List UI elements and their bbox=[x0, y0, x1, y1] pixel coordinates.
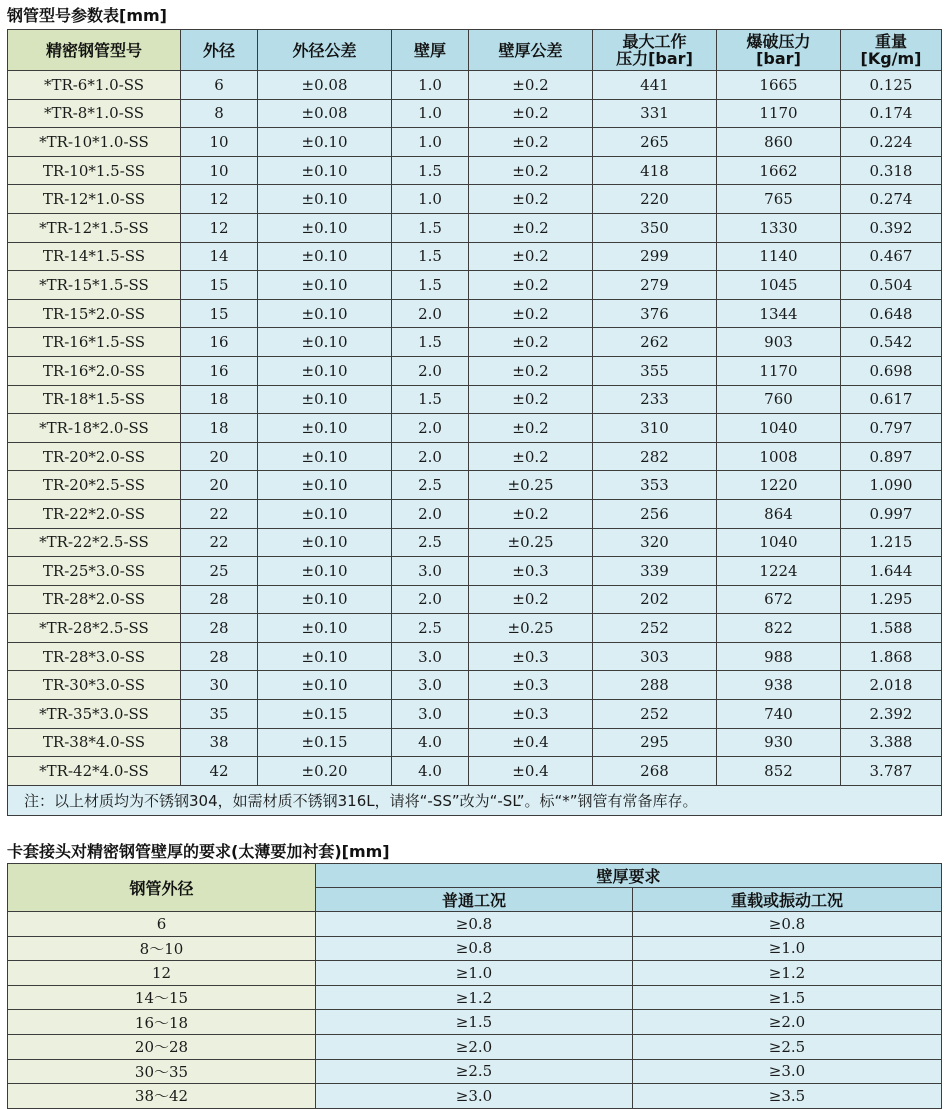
tube-od-cell: 14～15 bbox=[8, 985, 316, 1010]
burst-pressure-cell: 760 bbox=[717, 385, 841, 414]
od-tolerance-cell: ±0.10 bbox=[258, 242, 392, 271]
header-heavy-vibration-condition: 重载或振动工况 bbox=[633, 888, 942, 912]
heavy-condition-cell: ≥0.8 bbox=[633, 912, 942, 937]
model-cell: TR-38*4.0-SS bbox=[8, 728, 181, 757]
table2-header-row-1 bbox=[8, 864, 942, 888]
model-cell: TR-30*3.0-SS bbox=[8, 671, 181, 700]
od-tolerance-cell: ±0.20 bbox=[258, 757, 392, 786]
wall-thickness-cell: 2.0 bbox=[392, 299, 469, 328]
wall-thickness-cell: 3.0 bbox=[392, 557, 469, 586]
heavy-condition-cell: ≥1.2 bbox=[633, 961, 942, 986]
model-cell: TR-20*2.5-SS bbox=[8, 471, 181, 500]
max-pressure-cell: 295 bbox=[593, 728, 717, 757]
od-tolerance-cell: ±0.10 bbox=[258, 185, 392, 214]
table-row bbox=[8, 961, 942, 986]
table-row bbox=[8, 71, 942, 100]
max-pressure-cell: 310 bbox=[593, 414, 717, 443]
weight-cell: 0.318 bbox=[841, 156, 942, 185]
wall-thickness-cell: 1.0 bbox=[392, 99, 469, 128]
od-tolerance-cell: ±0.08 bbox=[258, 71, 392, 100]
max-pressure-cell: 252 bbox=[593, 614, 717, 643]
model-cell: *TR-42*4.0-SS bbox=[8, 757, 181, 786]
burst-pressure-cell: 1344 bbox=[717, 299, 841, 328]
outer-diameter-cell: 28 bbox=[181, 614, 258, 643]
table-row bbox=[8, 557, 942, 586]
burst-pressure-cell: 852 bbox=[717, 757, 841, 786]
table-row bbox=[8, 728, 942, 757]
model-cell: *TR-10*1.0-SS bbox=[8, 128, 181, 157]
outer-diameter-cell: 22 bbox=[181, 528, 258, 557]
burst-pressure-cell: 860 bbox=[717, 128, 841, 157]
wall-thickness-cell: 1.5 bbox=[392, 328, 469, 357]
wall-thickness-cell: 1.0 bbox=[392, 128, 469, 157]
outer-diameter-cell: 10 bbox=[181, 156, 258, 185]
wall-tolerance-cell: ±0.3 bbox=[469, 671, 593, 700]
od-tolerance-cell: ±0.10 bbox=[258, 642, 392, 671]
model-cell: *TR-12*1.5-SS bbox=[8, 213, 181, 242]
outer-diameter-cell: 25 bbox=[181, 557, 258, 586]
weight-cell: 0.467 bbox=[841, 242, 942, 271]
weight-cell: 0.617 bbox=[841, 385, 942, 414]
burst-pressure-cell: 1170 bbox=[717, 356, 841, 385]
normal-condition-cell: ≥1.5 bbox=[316, 1010, 633, 1035]
burst-pressure-cell: 1140 bbox=[717, 242, 841, 271]
header-tube-od: 钢管外径 bbox=[8, 864, 316, 912]
max-pressure-cell: 220 bbox=[593, 185, 717, 214]
od-tolerance-cell: ±0.10 bbox=[258, 156, 392, 185]
header-wall-tolerance: 壁厚公差 bbox=[469, 30, 593, 71]
table-row bbox=[8, 642, 942, 671]
outer-diameter-cell: 18 bbox=[181, 385, 258, 414]
burst-pressure-cell: 1665 bbox=[717, 71, 841, 100]
weight-cell: 0.224 bbox=[841, 128, 942, 157]
outer-diameter-cell: 20 bbox=[181, 442, 258, 471]
model-cell: *TR-22*2.5-SS bbox=[8, 528, 181, 557]
outer-diameter-cell: 20 bbox=[181, 471, 258, 500]
outer-diameter-cell: 15 bbox=[181, 299, 258, 328]
header-normal-condition: 普通工况 bbox=[316, 888, 633, 912]
table-row bbox=[8, 471, 942, 500]
table-row bbox=[8, 242, 942, 271]
table-row bbox=[8, 1059, 942, 1084]
outer-diameter-cell: 42 bbox=[181, 757, 258, 786]
model-cell: TR-16*1.5-SS bbox=[8, 328, 181, 357]
outer-diameter-cell: 30 bbox=[181, 671, 258, 700]
burst-pressure-cell: 765 bbox=[717, 185, 841, 214]
max-pressure-cell: 256 bbox=[593, 499, 717, 528]
burst-pressure-cell: 822 bbox=[717, 614, 841, 643]
tube-od-cell: 6 bbox=[8, 912, 316, 937]
wall-thickness-cell: 2.5 bbox=[392, 528, 469, 557]
weight-cell: 3.787 bbox=[841, 757, 942, 786]
max-pressure-cell: 303 bbox=[593, 642, 717, 671]
burst-pressure-cell: 864 bbox=[717, 499, 841, 528]
max-pressure-cell: 299 bbox=[593, 242, 717, 271]
od-tolerance-cell: ±0.10 bbox=[258, 414, 392, 443]
weight-cell: 0.897 bbox=[841, 442, 942, 471]
outer-diameter-cell: 28 bbox=[181, 642, 258, 671]
weight-cell: 0.125 bbox=[841, 71, 942, 100]
outer-diameter-cell: 8 bbox=[181, 99, 258, 128]
normal-condition-cell: ≥2.5 bbox=[316, 1059, 633, 1084]
max-pressure-cell: 331 bbox=[593, 99, 717, 128]
wall-thickness-cell: 2.0 bbox=[392, 585, 469, 614]
model-cell: TR-12*1.0-SS bbox=[8, 185, 181, 214]
wall-thickness-cell: 3.0 bbox=[392, 642, 469, 671]
od-tolerance-cell: ±0.10 bbox=[258, 471, 392, 500]
table-row bbox=[8, 499, 942, 528]
wall-tolerance-cell: ±0.2 bbox=[469, 442, 593, 471]
outer-diameter-cell: 22 bbox=[181, 499, 258, 528]
max-pressure-cell: 265 bbox=[593, 128, 717, 157]
table-row bbox=[8, 912, 942, 937]
header-wall-thickness: 壁厚 bbox=[392, 30, 469, 71]
max-pressure-cell: 320 bbox=[593, 528, 717, 557]
table-row bbox=[8, 1034, 942, 1059]
weight-cell: 0.504 bbox=[841, 271, 942, 300]
table-row bbox=[8, 99, 942, 128]
weight-cell: 0.648 bbox=[841, 299, 942, 328]
model-cell: TR-28*2.0-SS bbox=[8, 585, 181, 614]
max-pressure-cell: 418 bbox=[593, 156, 717, 185]
max-pressure-cell: 339 bbox=[593, 557, 717, 586]
heavy-condition-cell: ≥3.5 bbox=[633, 1084, 942, 1109]
burst-pressure-cell: 988 bbox=[717, 642, 841, 671]
od-tolerance-cell: ±0.10 bbox=[258, 213, 392, 242]
burst-pressure-cell: 1045 bbox=[717, 271, 841, 300]
table1-caption: 钢管型号参数表[mm] bbox=[7, 6, 167, 25]
od-tolerance-cell: ±0.10 bbox=[258, 328, 392, 357]
wall-tolerance-cell: ±0.2 bbox=[469, 299, 593, 328]
outer-diameter-cell: 16 bbox=[181, 328, 258, 357]
model-cell: *TR-8*1.0-SS bbox=[8, 99, 181, 128]
burst-pressure-cell: 1040 bbox=[717, 414, 841, 443]
table-row bbox=[8, 585, 942, 614]
model-cell: TR-15*2.0-SS bbox=[8, 299, 181, 328]
normal-condition-cell: ≥2.0 bbox=[316, 1034, 633, 1059]
od-tolerance-cell: ±0.10 bbox=[258, 128, 392, 157]
max-pressure-cell: 233 bbox=[593, 385, 717, 414]
wall-tolerance-cell: ±0.2 bbox=[469, 156, 593, 185]
weight-cell: 1.090 bbox=[841, 471, 942, 500]
heavy-condition-cell: ≥1.0 bbox=[633, 936, 942, 961]
heavy-condition-cell: ≥2.5 bbox=[633, 1034, 942, 1059]
wall-thickness-cell: 3.0 bbox=[392, 700, 469, 729]
od-tolerance-cell: ±0.10 bbox=[258, 385, 392, 414]
table-row bbox=[8, 356, 942, 385]
weight-cell: 2.018 bbox=[841, 671, 942, 700]
od-tolerance-cell: ±0.15 bbox=[258, 700, 392, 729]
burst-pressure-cell: 1662 bbox=[717, 156, 841, 185]
wall-tolerance-cell: ±0.2 bbox=[469, 99, 593, 128]
outer-diameter-cell: 10 bbox=[181, 128, 258, 157]
wall-tolerance-cell: ±0.2 bbox=[469, 356, 593, 385]
wall-thickness-cell: 4.0 bbox=[392, 757, 469, 786]
wall-tolerance-cell: ±0.2 bbox=[469, 185, 593, 214]
wall-thickness-cell: 2.5 bbox=[392, 471, 469, 500]
outer-diameter-cell: 18 bbox=[181, 414, 258, 443]
outer-diameter-cell: 12 bbox=[181, 213, 258, 242]
tube-od-cell: 8～10 bbox=[8, 936, 316, 961]
wall-thickness-cell: 3.0 bbox=[392, 671, 469, 700]
max-pressure-cell: 202 bbox=[593, 585, 717, 614]
wall-tolerance-cell: ±0.2 bbox=[469, 328, 593, 357]
table-row bbox=[8, 185, 942, 214]
tube-od-cell: 12 bbox=[8, 961, 316, 986]
weight-cell: 0.797 bbox=[841, 414, 942, 443]
outer-diameter-cell: 16 bbox=[181, 356, 258, 385]
model-cell: *TR-35*3.0-SS bbox=[8, 700, 181, 729]
wall-thickness-cell: 1.5 bbox=[392, 385, 469, 414]
table1-header-row bbox=[8, 30, 942, 71]
od-tolerance-cell: ±0.10 bbox=[258, 671, 392, 700]
wall-thickness-cell: 2.0 bbox=[392, 442, 469, 471]
tube-od-cell: 38～42 bbox=[8, 1084, 316, 1109]
heavy-condition-cell: ≥3.0 bbox=[633, 1059, 942, 1084]
table-row bbox=[8, 213, 942, 242]
normal-condition-cell: ≥0.8 bbox=[316, 912, 633, 937]
normal-condition-cell: ≥3.0 bbox=[316, 1084, 633, 1109]
table-row bbox=[8, 385, 942, 414]
model-cell: *TR-18*2.0-SS bbox=[8, 414, 181, 443]
wall-tolerance-cell: ±0.25 bbox=[469, 614, 593, 643]
wall-tolerance-cell: ±0.4 bbox=[469, 728, 593, 757]
weight-cell: 1.644 bbox=[841, 557, 942, 586]
wall-tolerance-cell: ±0.3 bbox=[469, 642, 593, 671]
burst-pressure-cell: 930 bbox=[717, 728, 841, 757]
model-cell: *TR-15*1.5-SS bbox=[8, 271, 181, 300]
header-outer-diameter: 外径 bbox=[181, 30, 258, 71]
outer-diameter-cell: 15 bbox=[181, 271, 258, 300]
wall-tolerance-cell: ±0.2 bbox=[469, 128, 593, 157]
model-cell: TR-22*2.0-SS bbox=[8, 499, 181, 528]
normal-condition-cell: ≥1.2 bbox=[316, 985, 633, 1010]
wall-tolerance-cell: ±0.25 bbox=[469, 471, 593, 500]
burst-pressure-cell: 1220 bbox=[717, 471, 841, 500]
header-wall-requirement: 壁厚要求 bbox=[316, 864, 942, 888]
table-row bbox=[8, 414, 942, 443]
wall-thickness-cell: 1.0 bbox=[392, 71, 469, 100]
wall-thickness-cell: 1.5 bbox=[392, 213, 469, 242]
burst-pressure-cell: 1040 bbox=[717, 528, 841, 557]
wall-tolerance-cell: ±0.2 bbox=[469, 414, 593, 443]
burst-pressure-cell: 903 bbox=[717, 328, 841, 357]
table-row bbox=[8, 757, 942, 786]
od-tolerance-cell: ±0.10 bbox=[258, 614, 392, 643]
normal-condition-cell: ≥0.8 bbox=[316, 936, 633, 961]
model-cell: TR-25*3.0-SS bbox=[8, 557, 181, 586]
table-row bbox=[8, 671, 942, 700]
table2-caption: 卡套接头对精密钢管壁厚的要求(太薄要加衬套)[mm] bbox=[7, 842, 390, 861]
max-pressure-cell: 279 bbox=[593, 271, 717, 300]
table-row bbox=[8, 1010, 942, 1035]
burst-pressure-cell: 672 bbox=[717, 585, 841, 614]
wall-tolerance-cell: ±0.25 bbox=[469, 528, 593, 557]
weight-cell: 0.392 bbox=[841, 213, 942, 242]
table-row bbox=[8, 614, 942, 643]
wall-tolerance-cell: ±0.2 bbox=[469, 213, 593, 242]
outer-diameter-cell: 12 bbox=[181, 185, 258, 214]
od-tolerance-cell: ±0.10 bbox=[258, 299, 392, 328]
tube-od-cell: 30～35 bbox=[8, 1059, 316, 1084]
weight-cell: 0.174 bbox=[841, 99, 942, 128]
model-cell: TR-10*1.5-SS bbox=[8, 156, 181, 185]
od-tolerance-cell: ±0.10 bbox=[258, 585, 392, 614]
table-row bbox=[8, 299, 942, 328]
wall-thickness-cell: 1.5 bbox=[392, 242, 469, 271]
wall-tolerance-cell: ±0.3 bbox=[469, 557, 593, 586]
steel-tube-spec-table bbox=[7, 29, 942, 816]
header-max-working-pressure: 最大工作 压力[bar] bbox=[593, 30, 717, 71]
table-row bbox=[8, 442, 942, 471]
header-weight: 重量 [Kg/m] bbox=[841, 30, 942, 71]
wall-thickness-cell: 2.5 bbox=[392, 614, 469, 643]
max-pressure-cell: 353 bbox=[593, 471, 717, 500]
weight-cell: 3.388 bbox=[841, 728, 942, 757]
table-row bbox=[8, 128, 942, 157]
wall-thickness-cell: 1.5 bbox=[392, 156, 469, 185]
wall-tolerance-cell: ±0.3 bbox=[469, 700, 593, 729]
wall-thickness-requirement-table bbox=[7, 863, 942, 1109]
heavy-condition-cell: ≥1.5 bbox=[633, 985, 942, 1010]
weight-cell: 1.215 bbox=[841, 528, 942, 557]
table-row bbox=[8, 700, 942, 729]
burst-pressure-cell: 938 bbox=[717, 671, 841, 700]
table-row bbox=[8, 271, 942, 300]
table-row bbox=[8, 528, 942, 557]
weight-cell: 1.295 bbox=[841, 585, 942, 614]
weight-cell: 0.698 bbox=[841, 356, 942, 385]
od-tolerance-cell: ±0.10 bbox=[258, 528, 392, 557]
wall-tolerance-cell: ±0.4 bbox=[469, 757, 593, 786]
model-cell: TR-18*1.5-SS bbox=[8, 385, 181, 414]
normal-condition-cell: ≥1.0 bbox=[316, 961, 633, 986]
od-tolerance-cell: ±0.10 bbox=[258, 499, 392, 528]
max-pressure-cell: 262 bbox=[593, 328, 717, 357]
wall-tolerance-cell: ±0.2 bbox=[469, 271, 593, 300]
weight-cell: 2.392 bbox=[841, 700, 942, 729]
wall-thickness-cell: 2.0 bbox=[392, 414, 469, 443]
tube-od-cell: 16～18 bbox=[8, 1010, 316, 1035]
max-pressure-cell: 282 bbox=[593, 442, 717, 471]
table1-note: 注：以上材质均为不锈钢304，如需材质不锈钢316L，请将“-SS”改为“-SL”。标“*”钢管有常备库存。 bbox=[8, 785, 942, 815]
header-burst-pressure: 爆破压力 [bar] bbox=[717, 30, 841, 71]
heavy-condition-cell: ≥2.0 bbox=[633, 1010, 942, 1035]
burst-pressure-cell: 740 bbox=[717, 700, 841, 729]
weight-cell: 0.274 bbox=[841, 185, 942, 214]
max-pressure-cell: 350 bbox=[593, 213, 717, 242]
wall-tolerance-cell: ±0.2 bbox=[469, 242, 593, 271]
max-pressure-cell: 268 bbox=[593, 757, 717, 786]
wall-thickness-cell: 1.5 bbox=[392, 271, 469, 300]
outer-diameter-cell: 38 bbox=[181, 728, 258, 757]
wall-tolerance-cell: ±0.2 bbox=[469, 71, 593, 100]
header-model: 精密钢管型号 bbox=[8, 30, 181, 71]
model-cell: TR-14*1.5-SS bbox=[8, 242, 181, 271]
weight-cell: 0.542 bbox=[841, 328, 942, 357]
model-cell: TR-20*2.0-SS bbox=[8, 442, 181, 471]
model-cell: TR-16*2.0-SS bbox=[8, 356, 181, 385]
table-row bbox=[8, 985, 942, 1010]
max-pressure-cell: 252 bbox=[593, 700, 717, 729]
burst-pressure-cell: 1170 bbox=[717, 99, 841, 128]
wall-thickness-cell: 2.0 bbox=[392, 499, 469, 528]
max-pressure-cell: 355 bbox=[593, 356, 717, 385]
model-cell: TR-28*3.0-SS bbox=[8, 642, 181, 671]
burst-pressure-cell: 1330 bbox=[717, 213, 841, 242]
od-tolerance-cell: ±0.10 bbox=[258, 271, 392, 300]
burst-pressure-cell: 1224 bbox=[717, 557, 841, 586]
table-row bbox=[8, 156, 942, 185]
model-cell: *TR-28*2.5-SS bbox=[8, 614, 181, 643]
table1-note-row bbox=[8, 785, 942, 815]
outer-diameter-cell: 6 bbox=[181, 71, 258, 100]
wall-thickness-cell: 1.0 bbox=[392, 185, 469, 214]
od-tolerance-cell: ±0.10 bbox=[258, 356, 392, 385]
tube-od-cell: 20～28 bbox=[8, 1034, 316, 1059]
wall-tolerance-cell: ±0.2 bbox=[469, 385, 593, 414]
wall-thickness-cell: 2.0 bbox=[392, 356, 469, 385]
table-row bbox=[8, 936, 942, 961]
od-tolerance-cell: ±0.08 bbox=[258, 99, 392, 128]
table-row bbox=[8, 328, 942, 357]
outer-diameter-cell: 28 bbox=[181, 585, 258, 614]
weight-cell: 0.997 bbox=[841, 499, 942, 528]
od-tolerance-cell: ±0.15 bbox=[258, 728, 392, 757]
outer-diameter-cell: 35 bbox=[181, 700, 258, 729]
weight-cell: 1.588 bbox=[841, 614, 942, 643]
wall-thickness-cell: 4.0 bbox=[392, 728, 469, 757]
burst-pressure-cell: 1008 bbox=[717, 442, 841, 471]
header-od-tolerance: 外径公差 bbox=[258, 30, 392, 71]
max-pressure-cell: 288 bbox=[593, 671, 717, 700]
outer-diameter-cell: 14 bbox=[181, 242, 258, 271]
wall-tolerance-cell: ±0.2 bbox=[469, 499, 593, 528]
od-tolerance-cell: ±0.10 bbox=[258, 557, 392, 586]
max-pressure-cell: 376 bbox=[593, 299, 717, 328]
max-pressure-cell: 441 bbox=[593, 71, 717, 100]
od-tolerance-cell: ±0.10 bbox=[258, 442, 392, 471]
weight-cell: 1.868 bbox=[841, 642, 942, 671]
model-cell: *TR-6*1.0-SS bbox=[8, 71, 181, 100]
wall-tolerance-cell: ±0.2 bbox=[469, 585, 593, 614]
